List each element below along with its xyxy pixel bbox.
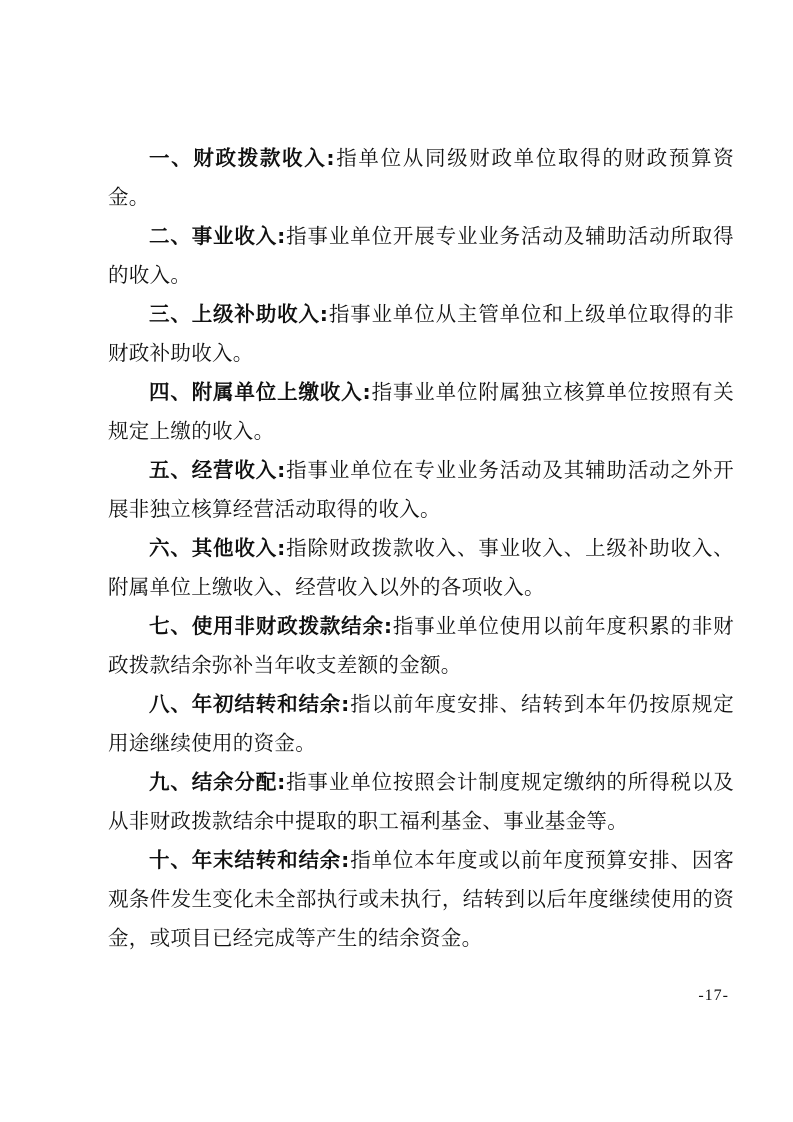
term-heading: 一、财政拨款收入: (149, 146, 335, 170)
paragraph-surplus-distribution (108, 763, 734, 841)
term-definition: 指事业单位使用以前年度积累的非财政拨款结余弥补当年收支差额的金额。 (108, 614, 734, 677)
term-definition: 指以前年度安排、结转到本年仍按原规定用途继续使用的资金。 (108, 692, 734, 755)
paragraph-business-income (108, 217, 734, 295)
paragraph-other-income (108, 529, 734, 607)
term-heading: 五、经营收入: (149, 458, 286, 482)
document-body (108, 139, 734, 958)
term-definition: 指除财政拨款收入、事业收入、上级补助收入、附属单位上缴收入、经营收入以外的各项收入。 (108, 536, 734, 599)
page-number: -17- (698, 987, 729, 1004)
term-heading: 八、年初结转和结余: (149, 692, 350, 716)
term-definition: 指事业单位附属独立核算单位按照有关规定上缴的收入。 (108, 380, 734, 443)
paragraph-non-fiscal-balance-use (108, 607, 734, 685)
term-heading: 九、结余分配: (149, 770, 286, 794)
term-heading: 四、附属单位上缴收入: (149, 380, 372, 404)
term-definition: 指事业单位从主管单位和上级单位取得的非财政补助收入。 (108, 302, 734, 365)
term-definition: 指事业单位开展专业业务活动及辅助活动所取得的收入。 (108, 224, 734, 287)
term-definition: 指单位从同级财政单位取得的财政预算资金。 (108, 146, 734, 209)
paragraph-fiscal-appropriation-income (108, 139, 734, 217)
paragraph-beginning-carryover (108, 685, 734, 763)
paragraph-superior-subsidy-income (108, 295, 734, 373)
term-heading: 二、事业收入: (149, 224, 286, 248)
term-heading: 十、年末结转和结余: (149, 848, 350, 872)
term-definition: 指事业单位在专业业务活动及其辅助活动之外开展非独立核算经营活动取得的收入。 (108, 458, 734, 521)
paragraph-affiliated-unit-income (108, 373, 734, 451)
paragraph-year-end-carryover (108, 841, 734, 958)
paragraph-operating-income (108, 451, 734, 529)
term-heading: 三、上级补助收入: (149, 302, 329, 326)
term-heading: 六、其他收入: (149, 536, 286, 560)
term-definition: 指单位本年度或以前年度预算安排、因客观条件发生变化未全部执行或未执行，结转到以后年度继续使用的资金，或项目已经完成等产生的结余资金。 (108, 848, 734, 950)
term-heading: 七、使用非财政拨款结余: (149, 614, 393, 638)
term-definition: 指事业单位按照会计制度规定缴纳的所得税以及从非财政拨款结余中提取的职工福利基金、事业基金等。 (108, 770, 734, 833)
